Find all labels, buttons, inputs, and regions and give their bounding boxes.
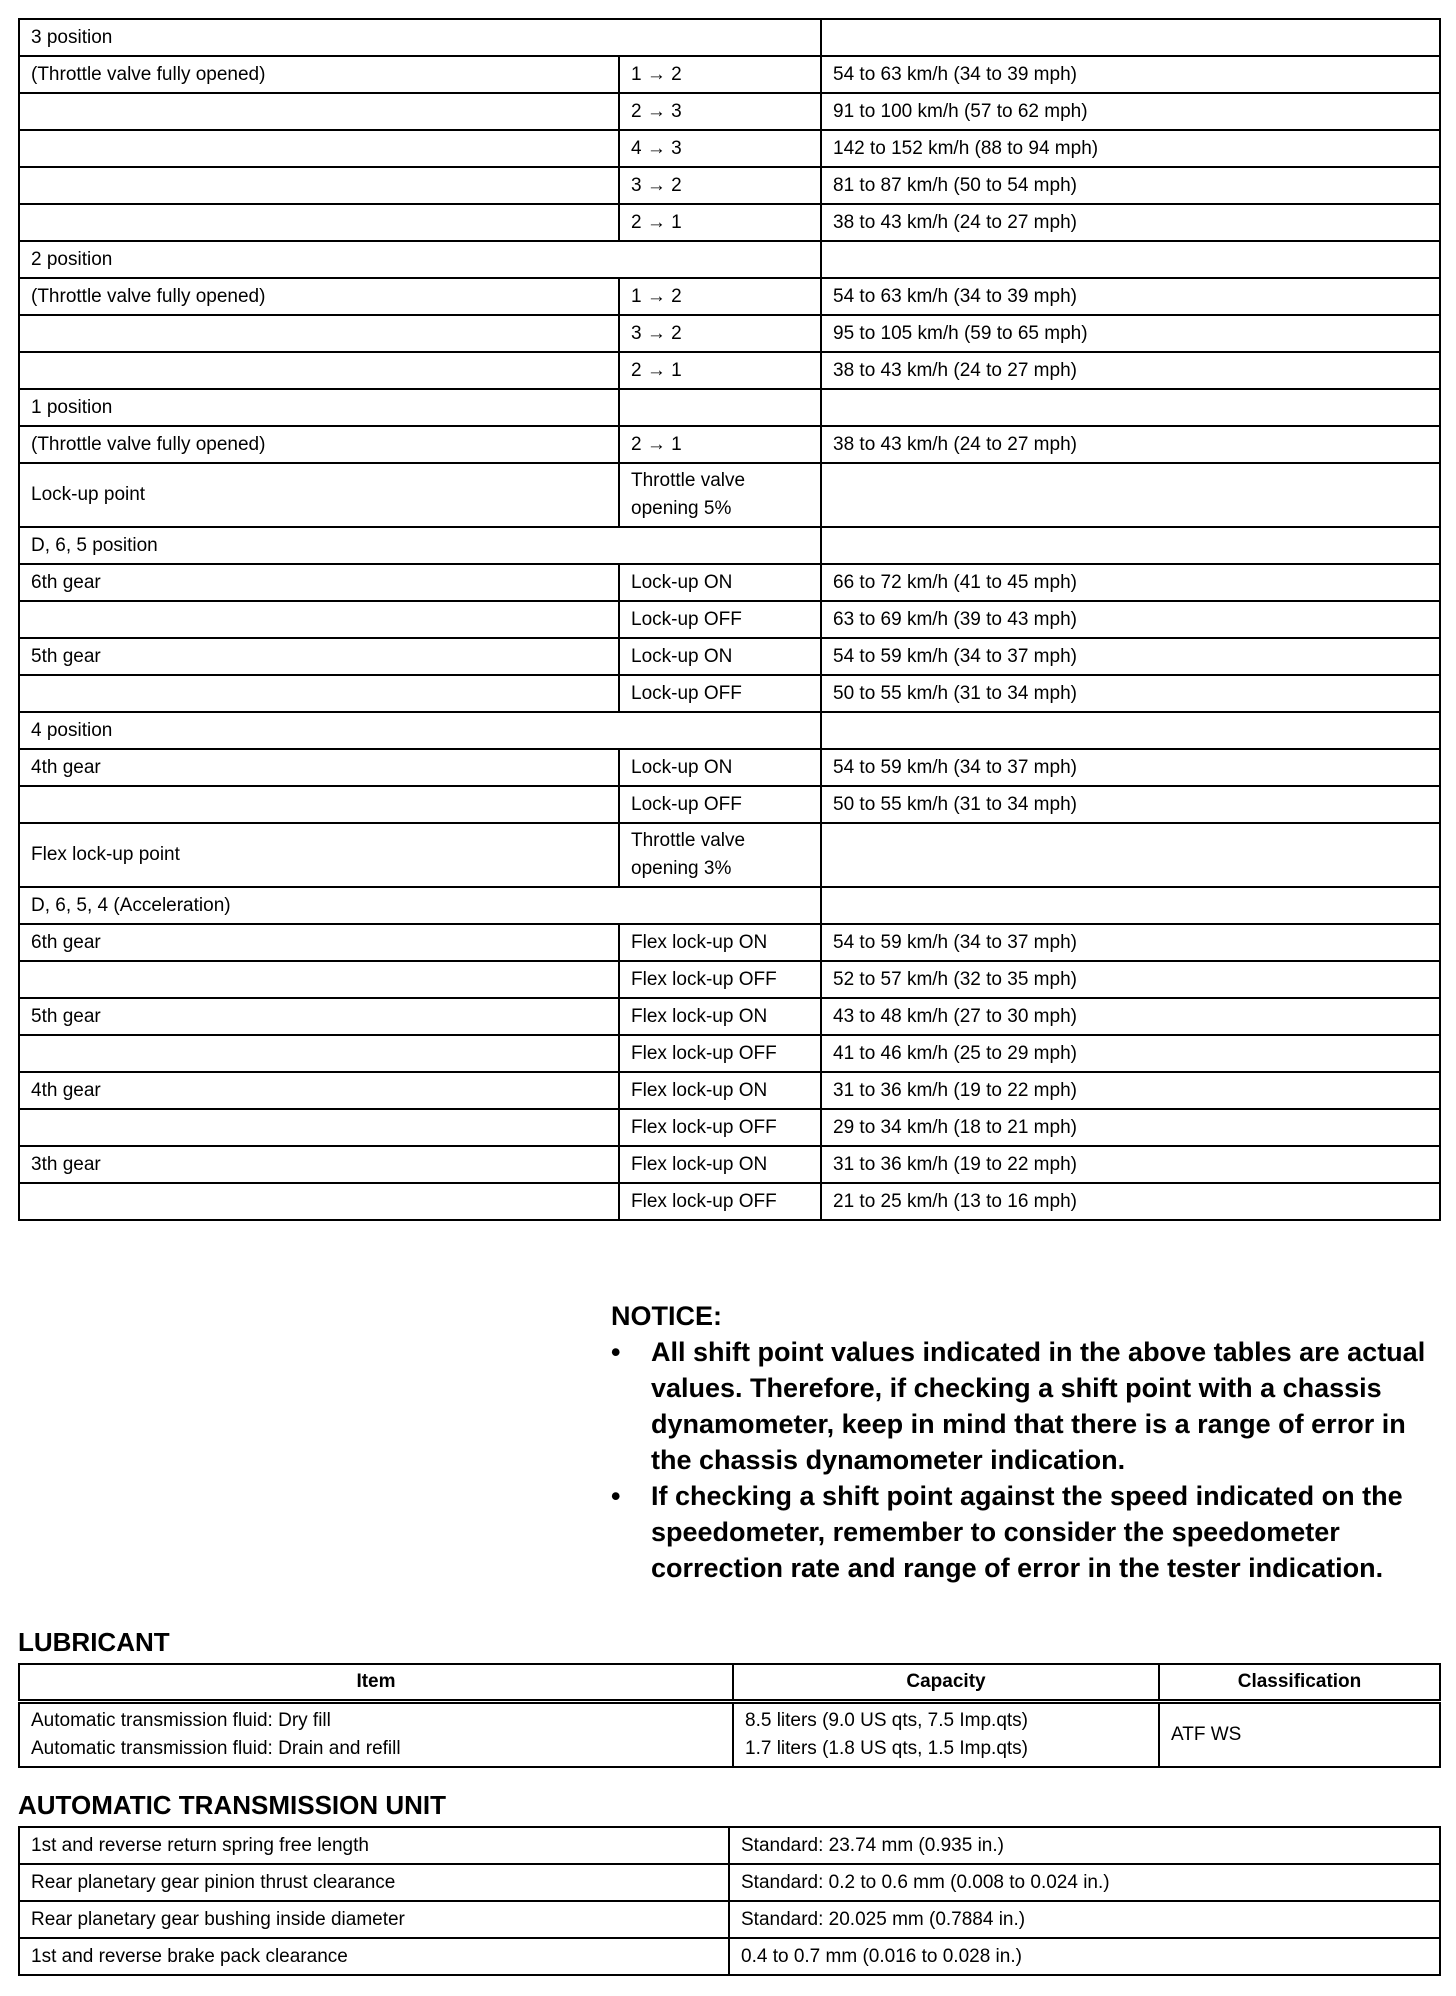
shift-cell: Flex lock-up OFF [619,1183,821,1220]
speed-cell: 63 to 69 km/h (39 to 43 mph) [821,601,1440,638]
condition-cell [19,961,619,998]
item-cell: Automatic transmission fluid: Dry fill Automatic transmission fluid: Drain and refill [19,1702,733,1768]
speed-cell [821,527,1440,564]
item-cell: Rear planetary gear pinion thrust clearance [19,1864,729,1901]
speed-cell [821,463,1440,527]
table-row [19,278,1440,315]
speed-cell: 91 to 100 km/h (57 to 62 mph) [821,93,1440,130]
table-row [19,749,1440,786]
speed-cell: 66 to 72 km/h (41 to 45 mph) [821,564,1440,601]
speed-cell: 142 to 152 km/h (88 to 94 mph) [821,130,1440,167]
shift-cell: Lock-up OFF [619,601,821,638]
table-row [19,961,1440,998]
speed-cell: 38 to 43 km/h (24 to 27 mph) [821,204,1440,241]
speed-cell: 95 to 105 km/h (59 to 65 mph) [821,315,1440,352]
notice-title: NOTICE: [611,1301,722,1331]
condition-cell [19,1035,619,1072]
table-row [19,167,1440,204]
value-cell: Standard: 0.2 to 0.6 mm (0.008 to 0.024 in.) [729,1864,1440,1901]
atu-table [18,1826,1441,1976]
table-row [19,1183,1440,1220]
condition-cell: 1 position [19,389,619,426]
item-cell: 1st and reverse brake pack clearance [19,1938,729,1975]
shift-cell: Flex lock-up OFF [619,1109,821,1146]
shift-cell: Lock-up OFF [619,786,821,823]
table-row [19,823,1440,887]
condition-cell: 3th gear [19,1146,619,1183]
shift-cell: 2 → 1 [619,352,821,389]
table-row [19,675,1440,712]
table-row [19,712,1440,749]
shift-cell [619,389,821,426]
speed-cell: 43 to 48 km/h (27 to 30 mph) [821,998,1440,1035]
condition-cell: 4th gear [19,749,619,786]
atu-heading: AUTOMATIC TRANSMISSION UNIT [18,1790,447,1820]
table-row [19,389,1440,426]
speed-cell: 50 to 55 km/h (31 to 34 mph) [821,786,1440,823]
speed-cell: 38 to 43 km/h (24 to 27 mph) [821,352,1440,389]
speed-cell: 54 to 63 km/h (34 to 39 mph) [821,56,1440,93]
shift-cell: Lock-up ON [619,638,821,675]
header-classification: Classification [1159,1664,1440,1702]
table-row [19,204,1440,241]
table-row [19,924,1440,961]
capacity-cell: 8.5 liters (9.0 US qts, 7.5 Imp.qts) 1.7 liters (1.8 US qts, 1.5 Imp.qts) [733,1702,1159,1768]
condition-cell [19,315,619,352]
speed-cell: 54 to 59 km/h (34 to 37 mph) [821,749,1440,786]
speed-cell: 38 to 43 km/h (24 to 27 mph) [821,426,1440,463]
notice-item: • If checking a shift point against the speed indicated on the speedometer, remember to consider the speedometer correction rate and range of error in the tester indication. [611,1478,1451,1586]
speed-cell [821,887,1440,924]
speed-cell [821,712,1440,749]
shift-cell: 2 → 3 [619,93,821,130]
shift-cell: 2 → 1 [619,426,821,463]
table-row [19,786,1440,823]
table-row [19,998,1440,1035]
condition-cell [19,786,619,823]
table-row [19,463,1440,527]
table-row [19,564,1440,601]
shift-cell: Flex lock-up ON [619,1146,821,1183]
table-row [19,315,1440,352]
condition-cell [19,167,619,204]
shift-cell: Lock-up OFF [619,675,821,712]
shift-cell: Lock-up ON [619,749,821,786]
shift-cell: 2 → 1 [619,204,821,241]
speed-cell: 29 to 34 km/h (18 to 21 mph) [821,1109,1440,1146]
condition-cell: 6th gear [19,564,619,601]
table-row [19,1702,1440,1768]
speed-cell [821,389,1440,426]
table-row [19,1072,1440,1109]
bullet: • [611,1337,621,1367]
shift-cell: Throttle valve opening 3% [619,823,821,887]
speed-cell: 31 to 36 km/h (19 to 22 mph) [821,1072,1440,1109]
table-row [19,56,1440,93]
condition-cell: Flex lock-up point [19,823,619,887]
shift-cell: Flex lock-up ON [619,924,821,961]
table-row [19,1035,1440,1072]
speed-cell [821,823,1440,887]
notice-block [611,1298,1451,1586]
condition-cell: 4 position [19,712,821,749]
condition-cell: 5th gear [19,638,619,675]
shift-cell: Flex lock-up ON [619,998,821,1035]
shift-cell: Flex lock-up OFF [619,961,821,998]
table-row [19,601,1440,638]
speed-cell: 31 to 36 km/h (19 to 22 mph) [821,1146,1440,1183]
header-capacity: Capacity [733,1664,1159,1702]
condition-cell: Lock-up point [19,463,619,527]
speed-cell: 21 to 25 km/h (13 to 16 mph) [821,1183,1440,1220]
condition-cell [19,130,619,167]
table-row [19,130,1440,167]
shift-cell: 1 → 2 [619,278,821,315]
condition-cell: (Throttle valve fully opened) [19,278,619,315]
table-row [19,887,1440,924]
classification-cell: ATF WS [1159,1702,1440,1768]
condition-cell: 4th gear [19,1072,619,1109]
bullet: • [611,1481,621,1511]
condition-cell: 5th gear [19,998,619,1035]
shift-cell: Lock-up ON [619,564,821,601]
table-row [19,638,1440,675]
speed-cell [821,241,1440,278]
shift-cell: 4 → 3 [619,130,821,167]
speed-cell: 54 to 59 km/h (34 to 37 mph) [821,924,1440,961]
shift-cell: Flex lock-up OFF [619,1035,821,1072]
condition-cell: D, 6, 5, 4 (Acceleration) [19,887,821,924]
table-row [19,527,1440,564]
condition-cell: 3 position [19,19,821,56]
speed-cell [821,19,1440,56]
condition-cell: 6th gear [19,924,619,961]
condition-cell: (Throttle valve fully opened) [19,56,619,93]
speed-cell: 41 to 46 km/h (25 to 29 mph) [821,1035,1440,1072]
speed-cell: 54 to 63 km/h (34 to 39 mph) [821,278,1440,315]
shift-cell: 3 → 2 [619,315,821,352]
condition-cell [19,1183,619,1220]
table-row [19,352,1440,389]
table-header-row [19,1664,1440,1702]
table-row [19,426,1440,463]
item-cell: 1st and reverse return spring free length [19,1827,729,1864]
notice-item: • All shift point values indicated in the above tables are actual values. Therefore, if checking a shift point with a chassis dynamometer, keep in mind that there is a range of error in the chassis dynamometer indication. [611,1334,1451,1478]
header-item: Item [19,1664,733,1702]
condition-cell [19,1109,619,1146]
condition-cell: (Throttle valve fully opened) [19,426,619,463]
table-row [19,241,1440,278]
table-row [19,1827,1440,1864]
table-row [19,1864,1440,1901]
table-row [19,1938,1440,1975]
condition-cell [19,601,619,638]
shift-cell: Throttle valve opening 5% [619,463,821,527]
shift-cell: 1 → 2 [619,56,821,93]
condition-cell [19,204,619,241]
condition-cell: D, 6, 5 position [19,527,821,564]
table-row [19,19,1440,56]
value-cell: Standard: 20.025 mm (0.7884 in.) [729,1901,1440,1938]
shift-cell: 3 → 2 [619,167,821,204]
value-cell: 0.4 to 0.7 mm (0.016 to 0.028 in.) [729,1938,1440,1975]
shift-point-table [18,18,1441,1221]
speed-cell: 81 to 87 km/h (50 to 54 mph) [821,167,1440,204]
table-row [19,93,1440,130]
speed-cell: 50 to 55 km/h (31 to 34 mph) [821,675,1440,712]
table-row [19,1109,1440,1146]
table-row [19,1901,1440,1938]
shift-cell: Flex lock-up ON [619,1072,821,1109]
condition-cell [19,93,619,130]
condition-cell [19,352,619,389]
condition-cell [19,675,619,712]
value-cell: Standard: 23.74 mm (0.935 in.) [729,1827,1440,1864]
condition-cell: 2 position [19,241,821,278]
item-cell: Rear planetary gear bushing inside diameter [19,1901,729,1938]
lubricant-heading: LUBRICANT [18,1627,170,1657]
speed-cell: 52 to 57 km/h (32 to 35 mph) [821,961,1440,998]
table-row [19,1146,1440,1183]
lubricant-table [18,1663,1441,1768]
speed-cell: 54 to 59 km/h (34 to 37 mph) [821,638,1440,675]
